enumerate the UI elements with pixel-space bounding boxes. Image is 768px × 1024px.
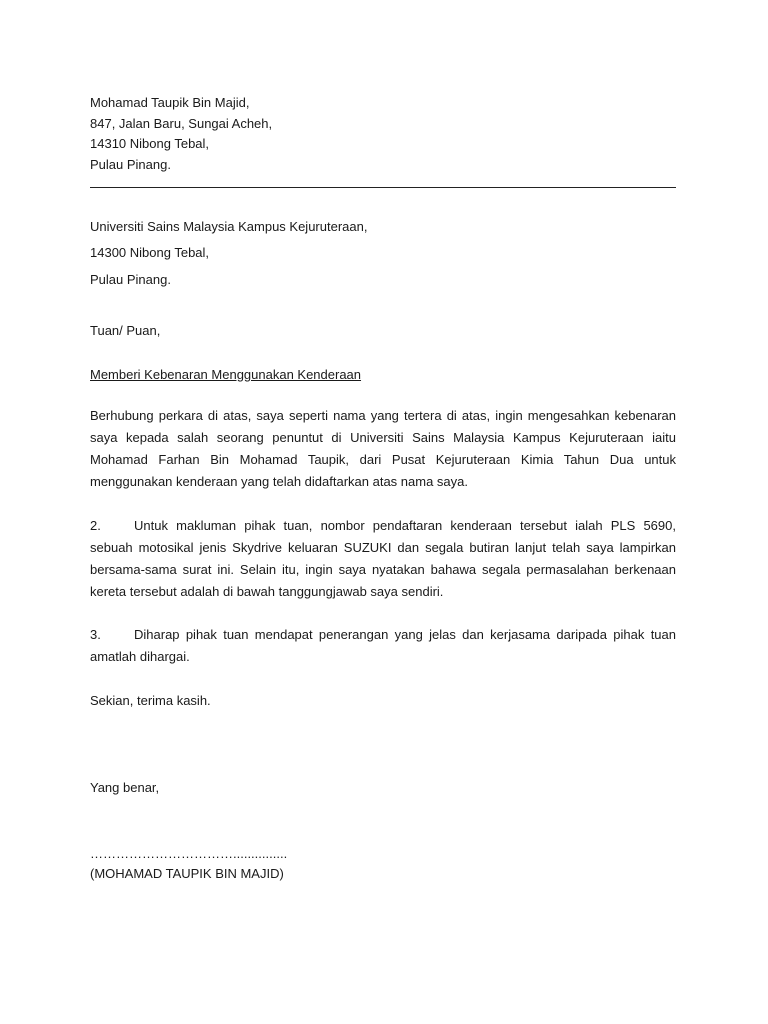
signatory-name: (MOHAMAD TAUPIK BIN MAJID) bbox=[90, 866, 284, 881]
header-divider bbox=[90, 187, 676, 188]
paragraph-3 bbox=[90, 624, 676, 668]
paragraph-3-text: Diharap pihak tuan mendapat penerangan yang jelas dan kerjasama daripada pihak tuan amatlah dihargai. bbox=[90, 627, 676, 664]
closing: Sekian, terima kasih. bbox=[90, 693, 211, 708]
signature-line: ……………………………............... bbox=[90, 846, 288, 861]
recipient-state: Pulau Pinang. bbox=[90, 272, 171, 287]
letter-subject: Memberi Kebenaran Menggunakan Kenderaan bbox=[90, 367, 362, 382]
salutation: Tuan/ Puan, bbox=[90, 323, 161, 338]
paragraph-2 bbox=[90, 515, 676, 603]
paragraph-2-text: Untuk makluman pihak tuan, nombor pendaftaran kenderaan tersebut ialah PLS 5690, sebuah motosikal jenis Skydrive keluaran SUZUKI dan segala butiran lanjut telah saya lampirkan bersama-sama surat ini. Selain itu, ingin saya nyatakan bahawa segala permasalahan berkenaan kereta tersebut adalah di bawah tanggungjawab saya sendiri. bbox=[90, 518, 676, 599]
paragraph-2-number: 2. bbox=[90, 518, 101, 533]
sender-name: Mohamad Taupik Bin Majid, bbox=[90, 95, 250, 110]
sender-address bbox=[90, 93, 272, 175]
sender-postcode-city: 14310 Nibong Tebal, bbox=[90, 136, 210, 151]
recipient-institution: Universiti Sains Malaysia Kampus Kejuruteraan, bbox=[90, 219, 368, 234]
sender-state: Pulau Pinang. bbox=[90, 156, 171, 172]
paragraph-1: Berhubung perkara di atas, saya seperti nama yang tertera di atas, ingin mengesahkan kebenaran saya kepada salah seorang penuntut di Universiti Sains Malaysia Kampus Kejuruteraan iaitu Mohamad Farhan Bin Mohamad Taupik, dari Pusat Kejuruteraan Kimia Tahun Dua untuk menggunakan kenderaan yang telah didaftarkan atas nama saya. bbox=[90, 408, 676, 489]
sign-off: Yang benar, bbox=[90, 780, 160, 795]
paragraph-3-number: 3. bbox=[90, 627, 101, 642]
sender-street: 847, Jalan Baru, Sungai Acheh, bbox=[90, 115, 273, 131]
recipient-postcode-city: 14300 Nibong Tebal, bbox=[90, 245, 210, 260]
